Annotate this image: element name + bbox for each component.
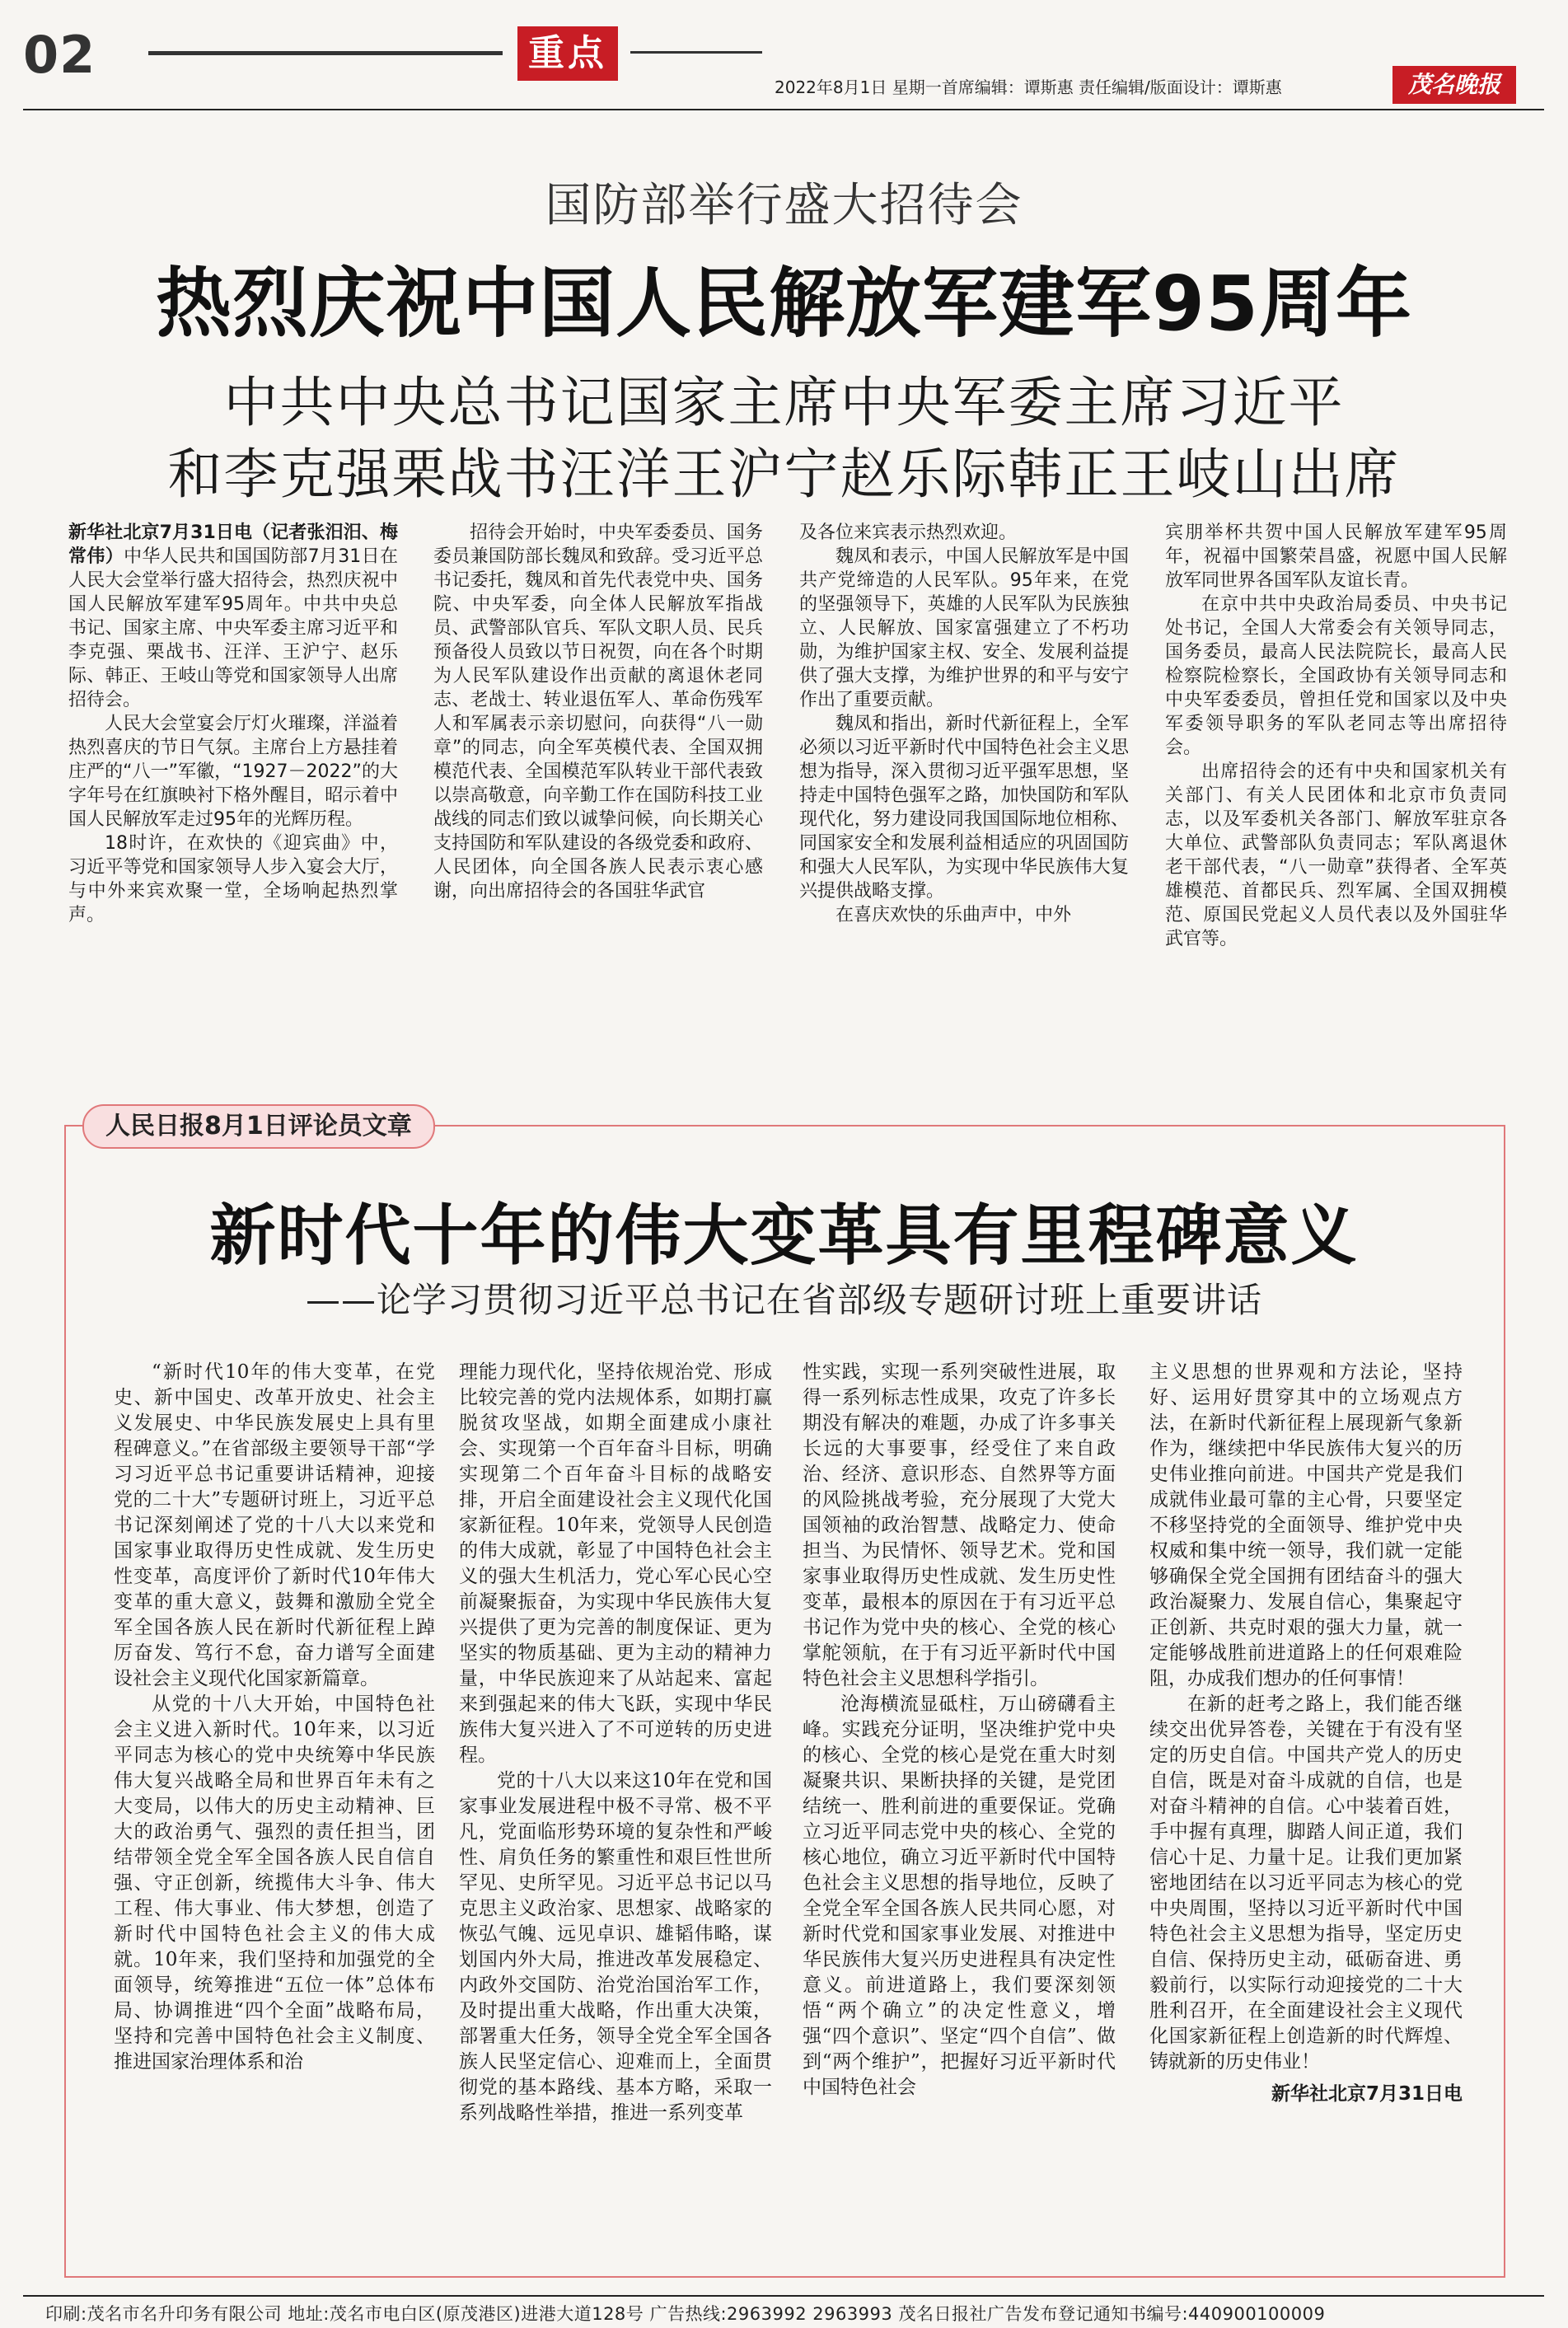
footer-info: 印刷:茂名市名升印务有限公司 地址:茂名市电白区(原茂港区)进港大道128号 广告热线:2963992 2963993 茂名日报社广告发布登记通知书编号:440900100009 [45, 2304, 1326, 2324]
editorial-column-1 [114, 1360, 435, 2075]
story-paragraph: 18时许，在欢快的《迎宾曲》中，习近平等党和国家领导人步入宴会大厅，与中外来宾欢聚一堂，全场响起热烈掌声。 [68, 833, 398, 925]
story-paragraph: 及各位来宾表示热烈欢迎。 [799, 522, 1018, 543]
header-rule [23, 109, 1544, 110]
header-divider [148, 51, 503, 55]
story-subhead: 和李克强栗战书汪洋王沪宁赵乐际韩正王岐山出席 [167, 443, 1401, 506]
editorial-paragraph: 主义思想的世界观和方法论，坚持好、运用好贯穿其中的立场观点方法，在新时代新征程上展现新气象新作为，继续把中华民族伟大复兴的历史伟业推向前进。中国共产党是我们成就伟业最可靠的主心骨，只要坚定不移坚持党的全面领导、维护党中央权威和集中统一领导，我们就一定能够确保全党全国拥有团结奋斗的强大政治凝聚力、发展自信心，集聚起守正创新、共克时艰的强大力量，就一定能够战胜前进道路上的任何艰难险阻，办成我们想办的任何事情！ [1149, 1361, 1463, 1689]
story-paragraph: 招待会开始时，中央军委委员、国务委员兼国防部长魏凤和致辞。受习近平总书记委托，魏凤和首先代表党中央、国务院、中央军委，向全体人民解放军指战员、武警部队官兵、军队文职人员、民兵预备役人员致以节日祝贺，向在各个时期为人民军队建设作出贡献的离退休老同志、老战士、转业退伍军人、革命伤残军人和军属表示亲切慰问，向获得“八一勋章”的同志，向全军英模代表、全国双拥模范代表、全国模范军队转业干部代表致以崇高敬意，向辛勤工作在国防科技工业战线的同志们致以诚挚问候，向长期关心支持国防和军队建设的各级党委和政府、人民团体，向全国各族人民表示衷心感谢，向出席招待会的各国驻华武官 [433, 522, 763, 902]
footer-rule [23, 2295, 1544, 2297]
page-number: 02 [23, 25, 96, 85]
header-divider [630, 51, 762, 54]
story-paragraph: 宾朋举杯共贺中国人民解放军建军95周年，祝福中国繁荣昌盛，祝愿中国人民解放军同世界各国军队友谊长青。 [1165, 522, 1507, 591]
story-paragraph: 在喜庆欢快的乐曲声中，中外 [835, 905, 1072, 925]
editorial-paragraph: “新时代10年的伟大变革，在党史、新中国史、改革开放史、社会主义发展史、中华民族发展史上具有里程碑意义。”在省部级主要领导干部“学习习近平总书记重要讲话精神，迎接党的二十大”专题研讨班上，习近平总书记深刻阐述了党的十八大以来党和国家事业取得历史性成就、发生历史性变革，高度评价了新时代10年伟大变革的重大意义，鼓舞和激励全党全军全国各族人民在新时代新征程上踔厉奋发、笃行不怠，奋力谱写全面建设社会主义现代化国家新篇章。 [114, 1361, 435, 1689]
editorial-paragraph: 沧海横流显砥柱，万山磅礴看主峰。实践充分证明，坚决维护党中央的核心、全党的核心是党在重大时刻凝聚共识、果断抉择的关键，是党团结统一、胜利前进的重要保证。党确立习近平同志党中央的核心、全党的核心地位，确立习近平新时代中国特色社会主义思想的指导地位，反映了全党全军全国各族人民共同心愿，对新时代党和国家事业发展、对推进中华民族伟大复兴历史进程具有决定性意义。前进道路上，我们要深刻领悟“两个确立”的决定性意义，增强“四个意识”、坚定“四个自信”、做到“两个维护”，把握好习近平新时代中国特色社会 [803, 1693, 1116, 2098]
editorial-subtitle: ——论学习贯彻习近平总书记在省部级专题研讨班上重要讲话 [305, 1280, 1262, 1320]
story-paragraph: 魏凤和表示，中国人民解放军是中国共产党缔造的人民军队。95年来，在党的坚强领导下，英雄的人民军队为民族独立、人民解放、国家富强建立了不朽功勋，为维护国家主权、安全、发展利益提供了强大支撑，为维护世界的和平与安宁作出了重要贡献。 [799, 546, 1129, 710]
editorial-paragraph: 性实践，实现一系列突破性进展，取得一系列标志性成果，攻克了许多长期没有解决的难题，办成了许多事关长远的大事要事，经受住了来自政治、经济、意识形态、自然界等方面的风险挑战考验，充分展现了大党大国领袖的政治智慧、战略定力、使命担当、为民情怀、领导艺术。党和国家事业取得历史性成就、发生历史性变革，最根本的原因在于有习近平总书记作为党中央的核心、全党的核心掌舵领航，在于有习近平新时代中国特色社会主义思想科学指引。 [803, 1361, 1116, 1689]
editorial-headline: 新时代十年的伟大变革具有里程碑意义 [209, 1197, 1359, 1274]
editorial-column-2 [459, 1360, 772, 2126]
story-subhead: 中共中央总书记国家主席中央军委主席习近平 [223, 371, 1345, 434]
story-column-2 [433, 521, 763, 903]
editorial-dateline: 新华社北京7月31日电 [1271, 2083, 1463, 2105]
story-column-4 [1165, 521, 1507, 951]
editorial-paragraph: 理能力现代化，坚持依规治党、形成比较完善的党内法规体系，如期打赢脱贫攻坚战，如期全面建成小康社会、实现第一个百年奋斗目标，明确实现第二个百年奋斗目标的战略安排，开启全面建设社会主义现代化国家新征程。10年来，党领导人民创造的伟大成就，彰显了中国特色社会主义的强大生机活力，党心军心民心空前凝聚振奋，为实现中华民族伟大复兴提供了更为完善的制度保证、更为坚实的物质基础、更为主动的精神力量，中华民族迎来了从站起来、富起来到强起来的伟大飞跃，实现中华民族伟大复兴进入了不可逆转的历史进程。 [459, 1361, 772, 1766]
story-headline: 热烈庆祝中国人民解放军建军95周年 [155, 260, 1413, 348]
story-paragraph: 魏凤和指出，新时代新征程上，全军必须以习近平新时代中国特色社会主义思想为指导，深入贯彻习近平强军思想，坚持走中国特色强军之路，加快国防和军队现代化，努力建设同我国国际地位相称、同国家安全和发展利益相适应的巩固国防和强大人民军队，为实现中华民族伟大复兴提供战略支撑。 [799, 714, 1129, 902]
issue-meta: 2022年8月1日 星期一首席编辑：谭斯惠 责任编辑/版面设计：谭斯惠 [775, 77, 1282, 97]
story-kicker: 国防部举行盛大招待会 [545, 179, 1023, 232]
editorial-paragraph: 党的十八大以来这10年在党和国家事业发展进程中极不寻常、极不平凡，党面临形势环境的复杂性和严峻性、肩负任务的繁重性和艰巨性世所罕见、史所罕见。习近平总书记以马克思主义政治家、思想家、战略家的恢弘气魄、远见卓识、雄韬伟略，谋划国内外大局，推进改革发展稳定、内政外交国防、治党治国治军工作，及时提出重大战略，作出重大决策，部署重大任务，领导全党全军全国各族人民坚定信心、迎难而上，全面贯彻党的基本路线、基本方略，采取一系列战略性举措，推进一系列变革 [459, 1770, 772, 2124]
story-column-3 [799, 521, 1129, 927]
editorial-column-3 [803, 1360, 1116, 2101]
editorial-column-4 [1149, 1360, 1463, 2107]
story-paragraph: 出席招待会的还有中央和国家机关有关部门、有关人民团体和北京市负责同志，以及军委机关各部门、解放军驻京各大单位、武警部队负责同志；军队离退休老干部代表，“八一勋章”获得者、全军英雄模范、首都民兵、烈军属、全国双拥模范、原国民党起义人员代表以及外国驻华武官等。 [1165, 761, 1507, 949]
story-paragraph: 在京中共中央政治局委员、中央书记处书记，全国人大常委会有关领导同志，国务委员，最高人民法院院长，最高人民检察院检察长，全国政协有关领导同志和中央军委委员，曾担任党和国家以及中央军委领导职务的军队老同志等出席招待会。 [1165, 594, 1507, 758]
story-paragraph: 人民大会堂宴会厅灯火璀璨，洋溢着热烈喜庆的节日气氛。主席台上方悬挂着庄严的“八一”军徽，“1927－2022”的大字年号在红旗映衬下格外醒目，昭示着中国人民解放军走过95年的光辉历程。 [68, 714, 398, 830]
section-badge: 重点 [517, 26, 618, 81]
editorial-paragraph: 在新的赶考之路上，我们能否继续交出优异答卷，关键在于有没有坚定的历史自信。中国共产党人的历史自信，既是对奋斗成就的自信，也是对奋斗精神的自信。心中装着百姓，手中握有真理，脚踏人间正道，我们信心十足、力量十足。让我们更加紧密地团结在以习近平同志为核心的党中央周围，坚持以习近平新时代中国特色社会主义思想为指导，坚定历史自信、保持历史主动，砥砺奋进、勇毅前行，以实际行动迎接党的二十大胜利召开，在全面建设社会主义现代化国家新征程上创造新的时代辉煌、铸就新的历史伟业！ [1149, 1693, 1463, 2073]
editorial-label: 人民日报8月1日评论员文章 [82, 1104, 435, 1149]
story-dateline: 新华社北京7月31日电（记者张汨汨、梅常伟） [68, 522, 398, 567]
editorial-paragraph: 从党的十八大开始，中国特色社会主义进入新时代。10年来，以习近平同志为核心的党中央统筹中华民族伟大复兴战略全局和世界百年未有之大变局，以伟大的历史主动精神、巨大的政治勇气、强烈的责任担当，团结带领全党全军全国各族人民自信自强、守正创新，统揽伟大斗争、伟大工程、伟大事业、伟大梦想，创造了新时代中国特色社会主义的伟大成就。10年来，我们坚持和加强党的全面领导，统筹推进“五位一体”总体布局、协调推进“四个全面”战略布局，坚持和完善中国特色社会主义制度、推进国家治理体系和治 [114, 1693, 435, 2073]
masthead-logo: 茂名晚报 [1392, 66, 1516, 104]
story-paragraph: 新华社北京7月31日电（记者张汨汨、梅常伟）中华人民共和国国防部7月31日在人民大会堂举行盛大招待会，热烈庆祝中国人民解放军建军95周年。中共中央总书记、国家主席、中央军委主席习近平和李克强、栗战书、汪洋、王沪宁、赵乐际、韩正、王岐山等党和国家领导人出席招待会。 [68, 522, 398, 710]
story-column-1 [68, 521, 398, 927]
